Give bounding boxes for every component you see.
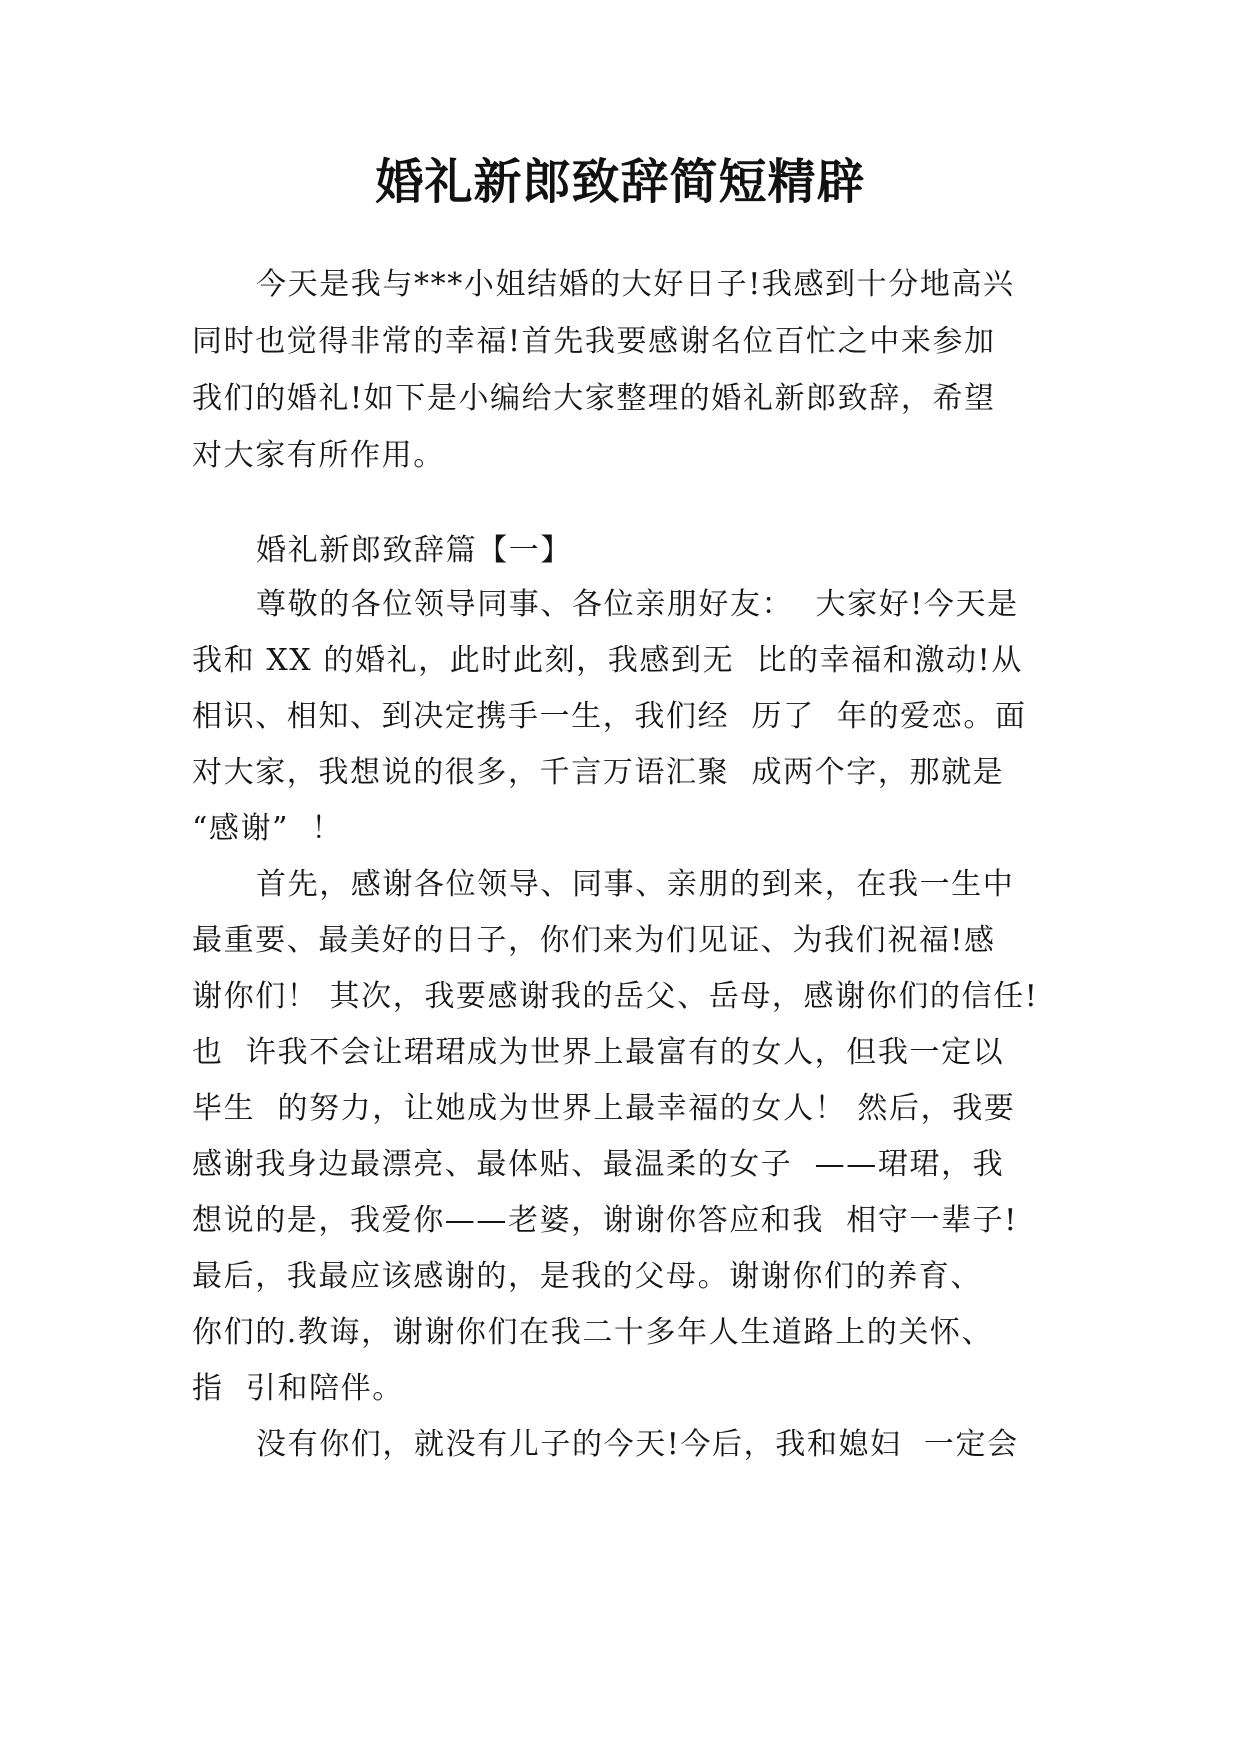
paragraph-line: 你们的.教诲，谢谢你们在我二十多年人生道路上的关怀、 [192,1315,994,1350]
paragraph-line: 毕生 的努力，让她成为世界上最幸福的女人！ 然后，我要 [192,1091,1016,1126]
paragraph-line: 对大家，我想说的很多，千言万语汇聚 成两个字，那就是 [192,755,1005,790]
paragraph-line: 感谢我身边最漂亮、最体贴、最温柔的女子 ——珺珺，我 [192,1147,1005,1182]
paragraph-line: 今天是我与***小姐结婚的大好日子!我感到十分地高兴 [256,267,1015,302]
paragraph-line: 最后，我最应该感谢的，是我的父母。谢谢你们的养育、 [192,1259,982,1294]
document-title: 婚礼新郎致辞简短精辟 [375,154,866,210]
paragraph-line: 对大家有所作用。 [192,438,445,473]
paragraph-line: 想说的是，我爱你——老婆，谢谢你答应和我 相守一辈子! [192,1203,1018,1238]
paragraph-line: 指 引和陪伴。 [192,1371,404,1406]
paragraph-line: 没有你们，就没有儿子的今天!今后，我和媳妇 一定会 [256,1427,1019,1462]
paragraph-line: “感谢” ！ [192,811,343,846]
section-heading: 婚礼新郎致辞篇【一】 [256,533,572,568]
paragraph-line: 也 许我不会让珺珺成为世界上最富有的女人，但我一定以 [192,1035,1005,1070]
paragraph-line: 相识、相知、到决定携手一生，我们经 历了 年的爱恋。面 [192,699,1027,734]
paragraph-line: 首先，感谢各位领导、同事、亲朋的到来，在我一生中 [256,867,1015,902]
paragraph-line: 最重要、最美好的日子，你们来为们见证、为我们祝福!感 [192,923,996,958]
paragraph-line: 谢你们！ 其次，我要感谢我的岳父、岳母，感谢你们的信任! [192,979,1039,1014]
paragraph-line: 同时也觉得非常的幸福!首先我要感谢名位百忙之中来参加 [192,324,996,359]
paragraph-line: 我们的婚礼!如下是小编给大家整理的婚礼新郎致辞，希望 [192,381,996,416]
paragraph-line: 尊敬的各位领导同事、各位亲朋好友： 大家好!今天是 [256,587,1019,622]
paragraph-line: 我和 XX 的婚礼，此时此刻，我感到无 比的幸福和激动!从 [192,643,1023,678]
